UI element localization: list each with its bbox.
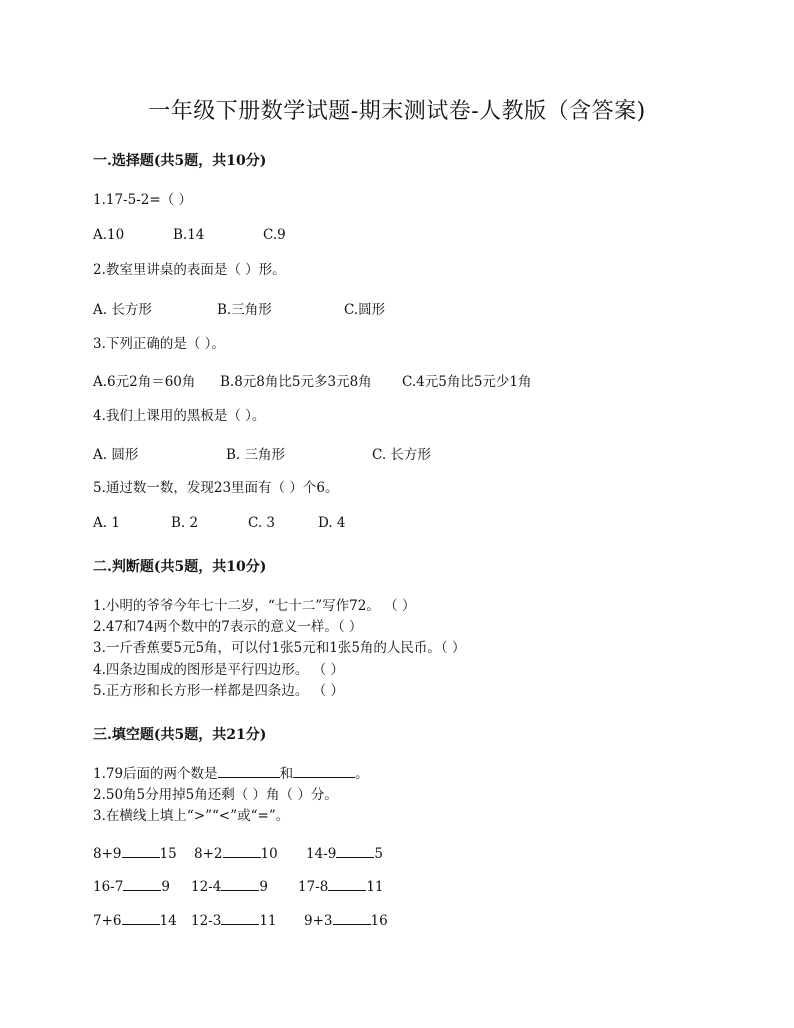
question-2-stem: 2.教室里讲桌的表面是（ ）形。 [93,262,286,278]
compare-item [191,912,277,929]
answer-blank[interactable] [328,878,366,891]
fill-question-1 [93,765,369,783]
question-1-option-b: B.14 [173,227,205,243]
question-3-option-c: C.4元5角比5元少1角 [402,374,532,390]
page-title: 一年级下册数学试题-期末测试卷-人教版（含答案) [148,99,646,124]
question-1-stem: 1.17-5-2=（ ） [93,192,192,208]
judge-item: 4.四条边围成的图形是平行四边形。 （ ） [93,662,344,678]
question-2-option-a: A. 长方形 [93,302,152,318]
judge-item: 5.正方形和长方形一样都是四条边。 （ ） [93,683,344,699]
compare-left: 12-3 [191,913,222,929]
compare-left: 8+2 [194,846,223,862]
question-3-option-b: B.8元8角比5元多3元8角 [220,374,372,390]
question-1-option-a: A.10 [93,227,125,243]
question-5-option-d: D. 4 [318,515,346,531]
compare-item [306,845,383,862]
question-5-option-c: C. 3 [248,515,276,531]
answer-blank[interactable] [221,912,259,925]
compare-right: 14 [159,913,177,929]
fill-question-1-post: 。 [355,766,369,782]
judge-item: 2.47和74两个数中的7表示的意义一样。（ ） [93,619,363,635]
question-2-option-c: C.圆形 [344,302,386,318]
compare-right: 16 [370,913,388,929]
compare-left: 12-4 [191,879,222,895]
section-1-heading: 一.选择题(共5题，共10分) [93,153,267,169]
fill-question-3: 3.在横线上填上“>”“<”或“=”。 [93,808,290,824]
question-4-option-c: C. 长方形 [372,447,431,463]
compare-left: 16-7 [93,879,124,895]
compare-right: 11 [366,879,384,895]
question-4-option-a: A. 圆形 [93,447,139,463]
answer-blank[interactable] [336,845,374,858]
fill-question-2: 2.50角5分用掉5角还剩（ ）角（ ）分。 [93,787,338,803]
question-4-stem: 4.我们上课用的黑板是（ ）。 [93,408,266,424]
compare-left: 9+3 [304,913,333,929]
answer-blank[interactable] [293,765,355,778]
answer-blank[interactable] [218,765,280,778]
answer-blank[interactable] [221,878,259,891]
compare-item [304,912,388,929]
section-3-heading: 三.填空题(共5题，共21分) [93,727,267,743]
compare-left: 7+6 [93,913,122,929]
question-3-option-a: A.6元2角＝60角 [93,374,196,390]
question-5-option-a: A. 1 [93,515,120,531]
question-2-option-b: B.三角形 [217,302,272,318]
compare-right: 10 [260,846,278,862]
answer-blank[interactable] [122,845,160,858]
answer-blank[interactable] [223,845,261,858]
answer-blank[interactable] [123,878,161,891]
answer-blank[interactable] [333,912,371,925]
fill-question-1-mid: 和 [279,766,294,782]
compare-item [93,845,177,862]
judge-item: 1.小明的爷爷今年七十二岁，“七十二”写作72。 （ ） [93,598,416,614]
compare-item [191,878,268,895]
compare-right: 9 [259,879,268,895]
judge-item: 3.一斤香蕉要5元5角，可以付1张5元和1张5角的人民币。（ ） [93,640,466,656]
compare-left: 8+9 [93,846,122,862]
answer-blank[interactable] [122,912,160,925]
fill-question-1-pre: 1.79后面的两个数是 [93,766,218,782]
compare-left: 14-9 [306,846,337,862]
question-1-option-c: C.9 [263,227,286,243]
question-5-option-b: B. 2 [171,515,199,531]
compare-right: 9 [161,879,170,895]
compare-right: 5 [374,846,383,862]
question-4-option-b: B. 三角形 [226,447,286,463]
question-5-stem: 5.通过数一数，发现23里面有（ ）个6。 [93,480,339,496]
compare-item [194,845,278,862]
question-3-stem: 3.下列正确的是（ ）。 [93,336,225,352]
compare-left: 17-8 [298,879,329,895]
compare-right: 11 [259,913,277,929]
compare-item [298,878,384,895]
section-2-heading: 二.判断题(共5题，共10分) [93,559,267,575]
compare-item [93,878,170,895]
compare-right: 15 [159,846,177,862]
compare-item [93,912,177,929]
